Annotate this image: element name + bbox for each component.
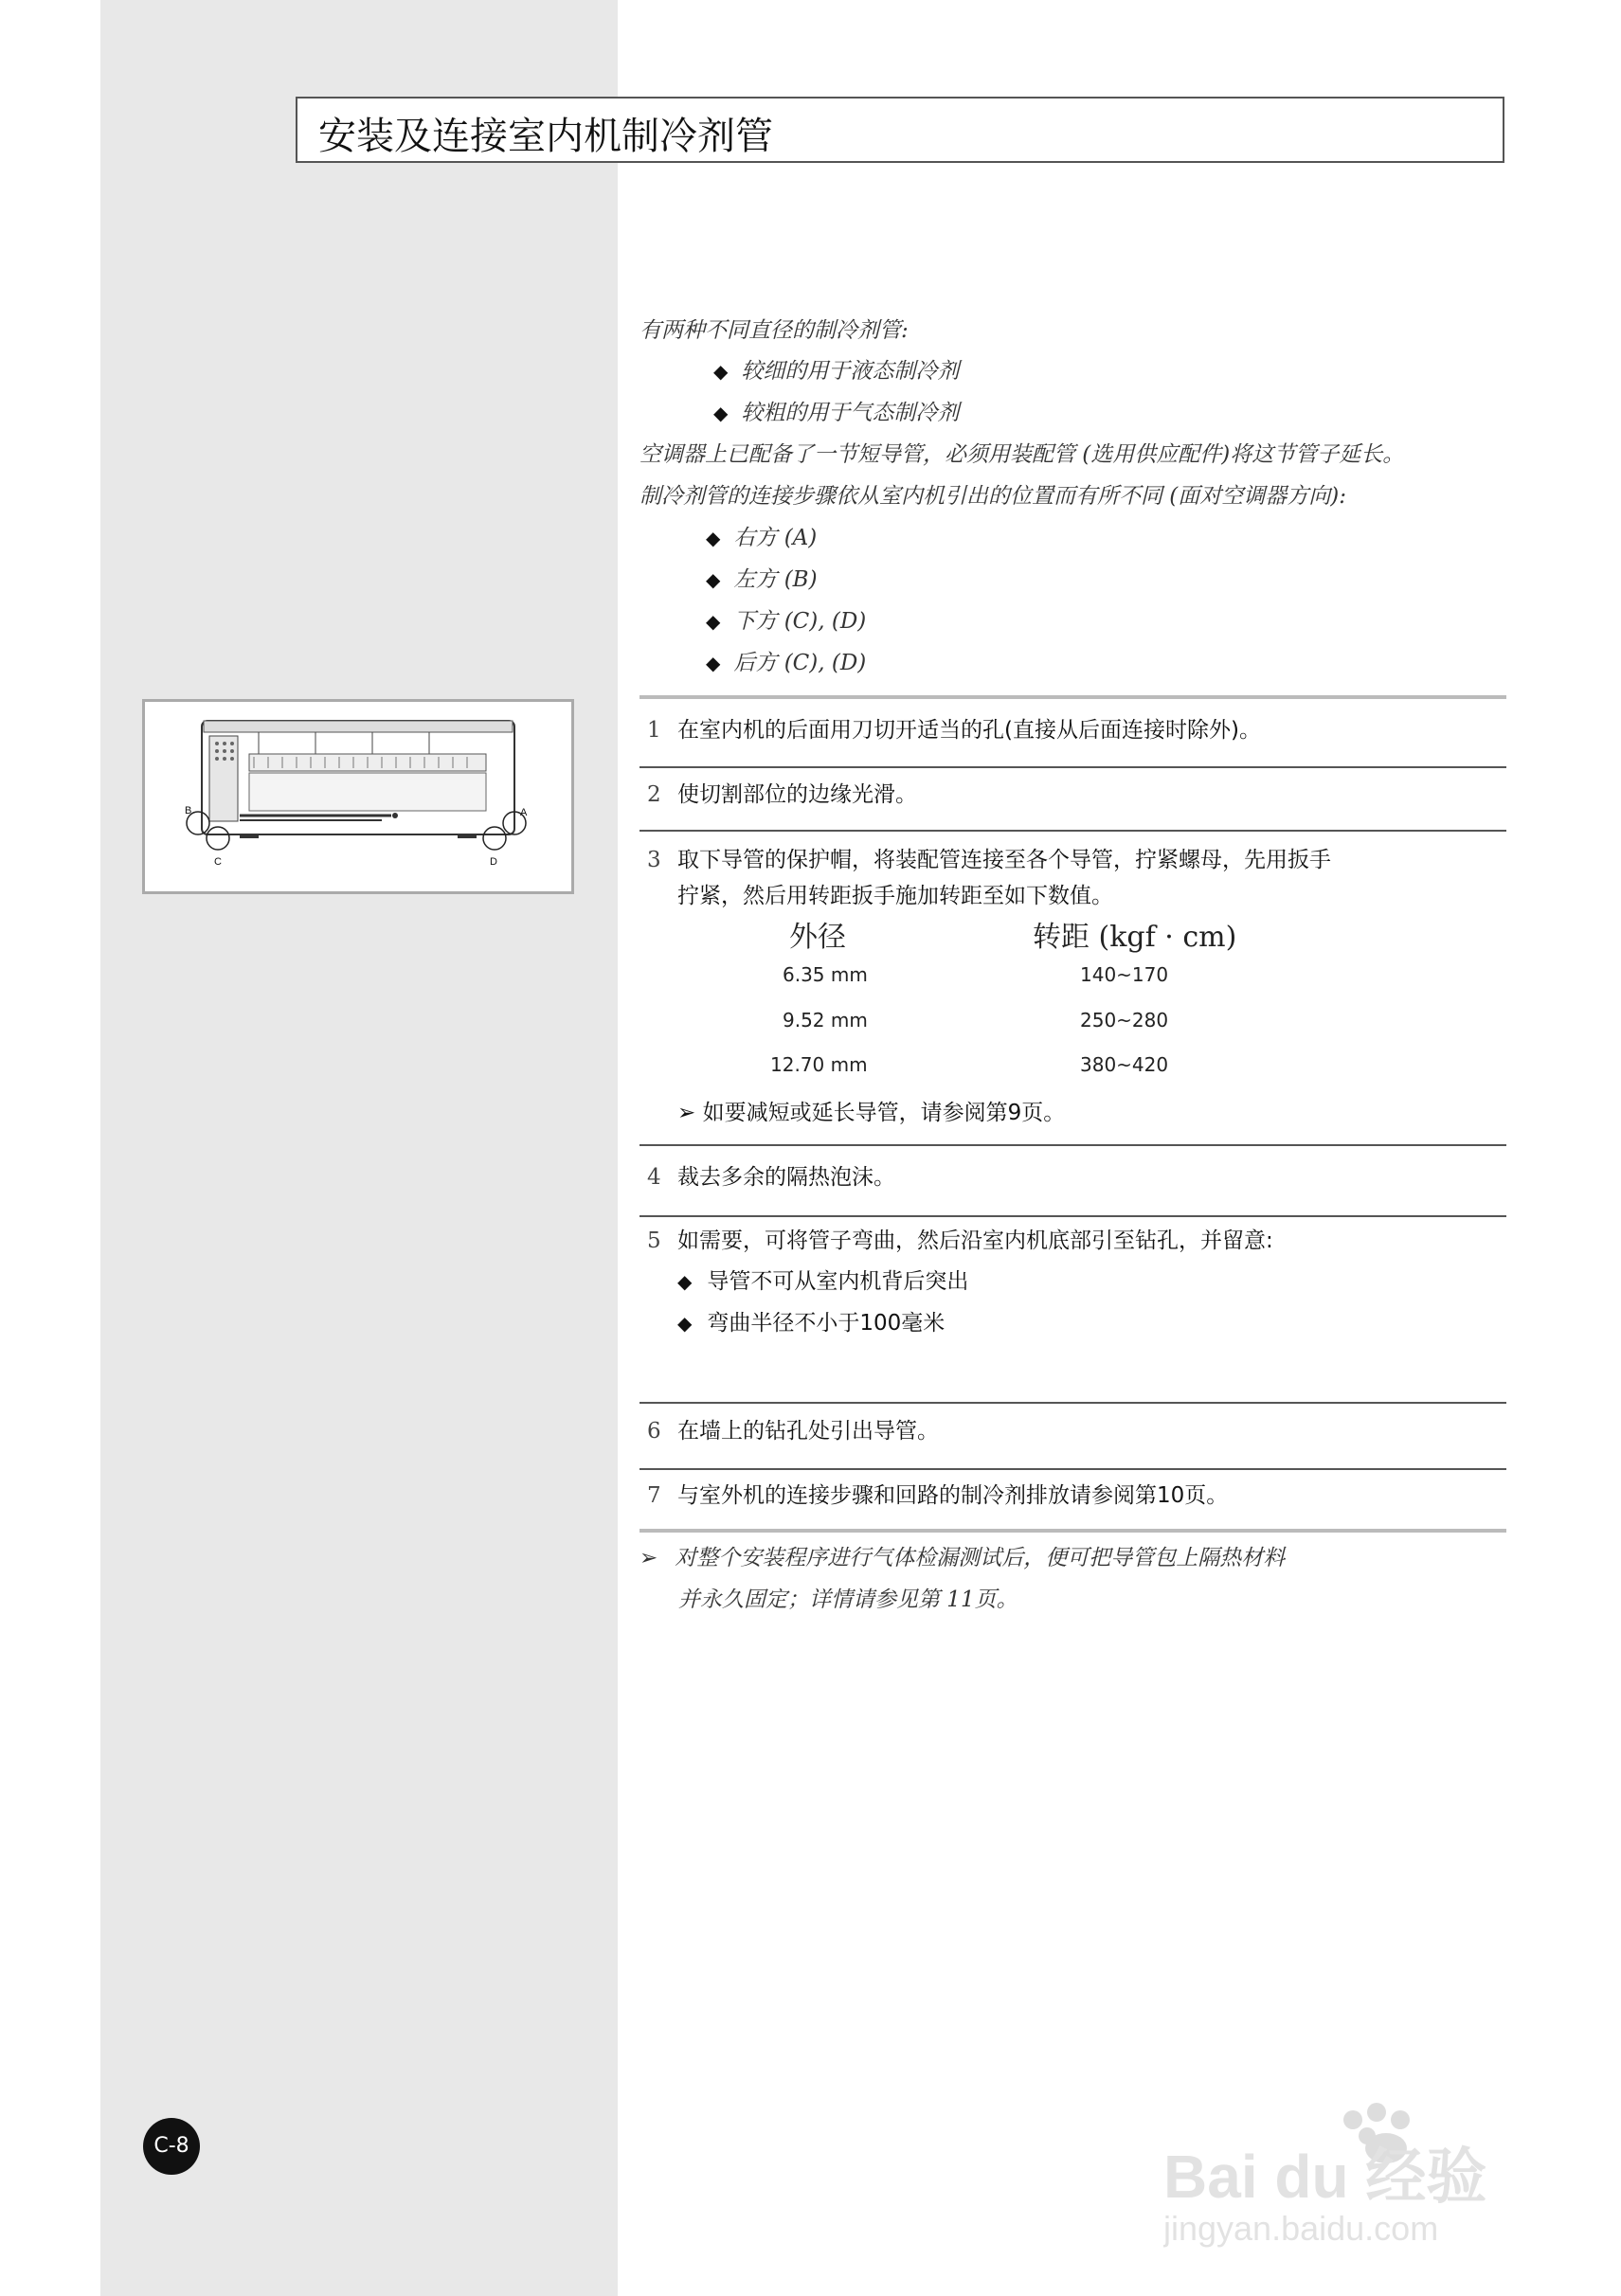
torque-cell-value: 140~170 (1080, 963, 1169, 986)
step-1: 1 在室内机的后面用刀切开适当的孔(直接从后面连接时除外)。 (647, 718, 1261, 743)
page-number: C-8 (143, 2118, 200, 2175)
torque-cell-diameter: 12.70 mm (770, 1053, 868, 1076)
direction-item: ◆ 左方 (B) (706, 567, 818, 592)
diagram-label-c: C (214, 856, 222, 868)
torque-header-diameter: 外径 (789, 921, 846, 954)
step-5: 5 如需要，可将管子弯曲，然后沿室内机底部引至钻孔，并留意: (647, 1229, 1273, 1253)
step-4: 4 裁去多余的隔热泡沫。 (647, 1165, 895, 1190)
diamond-bullet-icon: ◆ (706, 610, 721, 633)
indoor-unit-illustration (145, 702, 571, 891)
torque-cell-value: 250~280 (1080, 1009, 1169, 1031)
diamond-bullet-icon: ◆ (713, 402, 729, 424)
step-6: 6 在墙上的钻孔处引出导管。 (647, 1419, 939, 1444)
divider (639, 1215, 1506, 1217)
step-7: 7 与室外机的连接步骤和回路的制冷剂排放请参阅第10页。 (647, 1483, 1229, 1508)
step-5-bullet: ◆ 弯曲半径不小于100毫米 (677, 1311, 946, 1336)
diamond-bullet-icon: ◆ (677, 1312, 693, 1335)
section-title-box (296, 97, 1504, 163)
torque-cell-value: 380~420 (1080, 1053, 1169, 1076)
final-note-line-2: 并永久固定；详情请参见第 11页。 (678, 1587, 1018, 1612)
divider (639, 1144, 1506, 1146)
diamond-bullet-icon: ◆ (706, 527, 721, 549)
divider (639, 830, 1506, 832)
intro-line-1: 有两种不同直径的制冷剂管: (639, 318, 909, 343)
pipe-type-item: ◆ 较细的用于液态制冷剂 (713, 359, 960, 384)
indoor-unit-diagram (142, 699, 574, 894)
diagram-label-d: D (490, 856, 497, 868)
diamond-bullet-icon: ◆ (706, 568, 721, 591)
direction-item: ◆ 下方 (C), (D) (706, 609, 867, 634)
diamond-bullet-icon: ◆ (677, 1270, 693, 1293)
step-3-note: ➢ 如要减短或延长导管，请参阅第9页。 (677, 1101, 1066, 1125)
diagram-label-a: A (520, 807, 528, 818)
direction-item: ◆ 右方 (A) (706, 526, 818, 550)
baidu-watermark (1163, 2093, 1504, 2254)
svg-text:Bai du 经验: Bai du 经验 (1163, 2143, 1487, 2211)
divider (639, 1529, 1506, 1533)
intro-line-3: 制冷剂管的连接步骤依从室内机引出的位置而有所不同 (面对空调器方向): (639, 484, 1347, 509)
arrow-icon: ➢ (639, 1546, 658, 1570)
step-3: 3 取下导管的保护帽，将装配管连接至各个导管，拧紧螺母，先用扳手 (647, 848, 1331, 872)
divider (639, 766, 1506, 768)
intro-line-2: 空调器上已配备了一节短导管，必须用装配管 (选用供应配件)将这节管子延长。 (639, 442, 1405, 467)
divider (639, 695, 1506, 699)
torque-header-torque: 转距 (kgf · cm) (1033, 921, 1237, 954)
torque-cell-diameter: 9.52 mm (783, 1009, 868, 1031)
step-3-continued: 拧紧，然后用转距扳手施加转距至如下数值。 (677, 884, 1113, 908)
torque-cell-diameter: 6.35 mm (783, 963, 868, 986)
page-title: 安装及连接室内机制冷剂管 (318, 115, 773, 158)
step-5-bullet: ◆ 导管不可从室内机背后突出 (677, 1269, 969, 1294)
diamond-bullet-icon: ◆ (706, 652, 721, 674)
divider (639, 1468, 1506, 1470)
direction-item: ◆ 后方 (C), (D) (706, 651, 867, 675)
left-gray-band (100, 0, 618, 2296)
divider (639, 1402, 1506, 1404)
diagram-label-b: B (185, 805, 192, 816)
pipe-type-item: ◆ 较粗的用于气态制冷剂 (713, 401, 960, 425)
diamond-bullet-icon: ◆ (713, 360, 729, 383)
step-2: 2 使切割部位的边缘光滑。 (647, 782, 917, 807)
svg-text:jingyan.baidu.com: jingyan.baidu.com (1163, 2209, 1439, 2248)
final-note-line-1: ➢ 对整个安装程序进行气体检漏测试后，便可把导管包上隔热材料 (639, 1546, 1286, 1570)
